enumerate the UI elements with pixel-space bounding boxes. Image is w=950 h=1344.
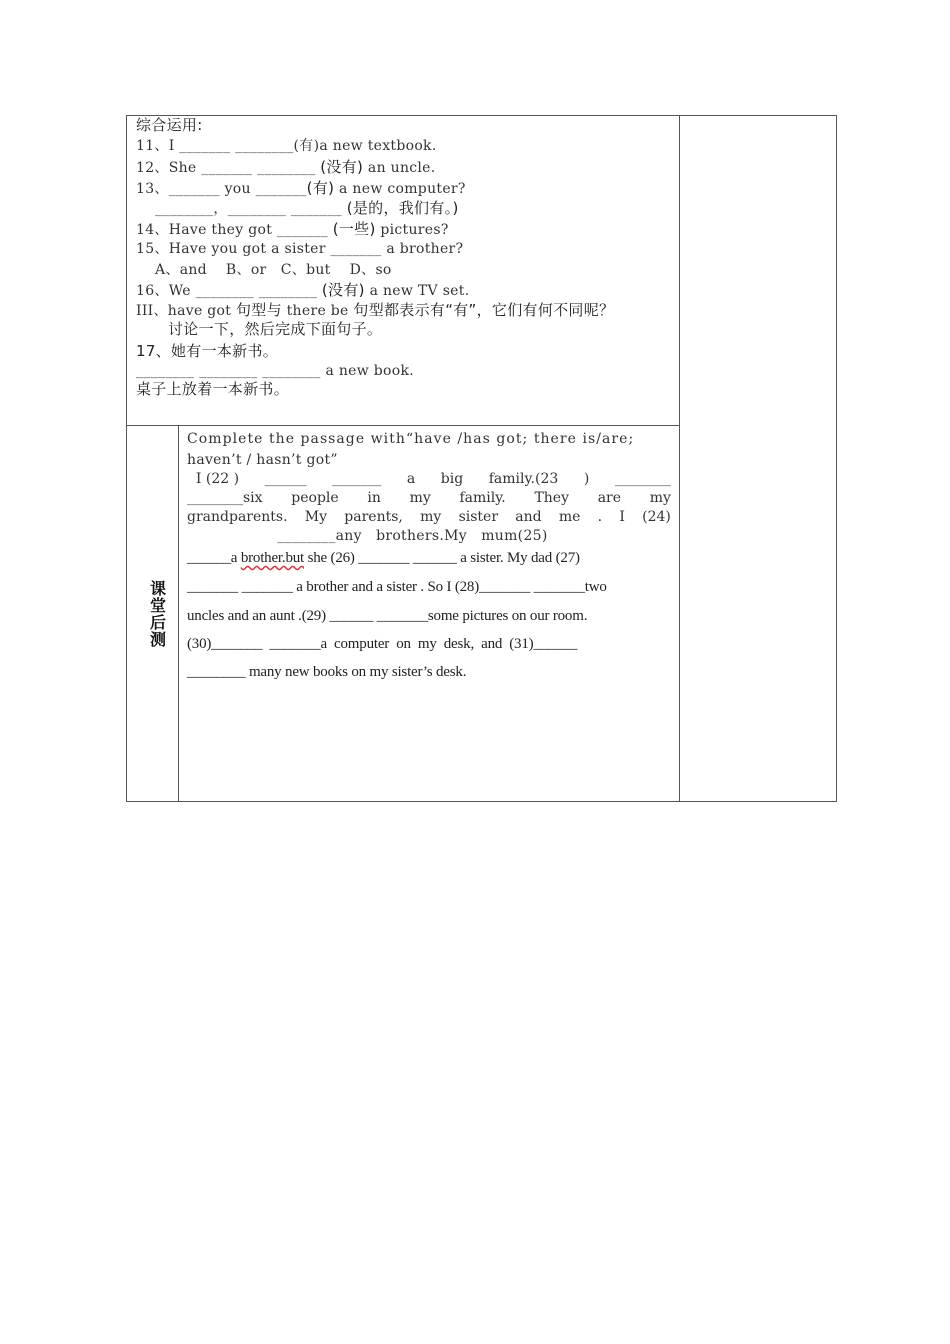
passage-line-7 bbox=[187, 549, 580, 567]
question-18: 桌子上放着一本新书。 bbox=[136, 380, 290, 398]
passage-word: I (22 ) bbox=[187, 471, 240, 487]
question-16 bbox=[136, 281, 469, 300]
passage-word: my bbox=[649, 490, 671, 506]
passage-word: and bbox=[515, 509, 542, 525]
side-label-char: 课 bbox=[149, 579, 166, 598]
passage-line-5 bbox=[187, 508, 671, 526]
passage-word: people bbox=[291, 490, 339, 506]
question-13-text: 13、_______ you _______ bbox=[136, 181, 307, 197]
question-17-answer: ________ ________ ________ a new book. bbox=[136, 363, 415, 379]
passage-instruction-2: haven’t / hasn’t got” bbox=[187, 452, 338, 468]
section-3-en: there be bbox=[281, 303, 354, 319]
passage-word: parents, bbox=[344, 509, 403, 525]
passage-line-11: ________ many new books on my sister’s desk. bbox=[187, 664, 467, 680]
question-16-text: 16、We ________ ________ bbox=[136, 283, 322, 299]
passage-text: she (26) _______ ______ a sister. My dad (27) bbox=[304, 550, 580, 566]
table-divider-right bbox=[679, 115, 680, 802]
side-label bbox=[148, 580, 168, 648]
passage-word: me bbox=[558, 509, 581, 525]
passage-line-3 bbox=[187, 470, 671, 488]
passage-word: my bbox=[420, 509, 442, 525]
question-14 bbox=[136, 220, 449, 239]
section-3-cn-1: 句型与 bbox=[235, 301, 282, 319]
passage-word: ) bbox=[583, 471, 590, 487]
passage-word: _______ bbox=[332, 471, 382, 487]
passage-word: (24) bbox=[642, 509, 671, 525]
question-15-options: A、and B、or C、but D、so bbox=[136, 262, 392, 278]
question-16-hint: (没有) bbox=[321, 281, 365, 299]
passage-line-6: ________any brothers.My mum(25) bbox=[187, 528, 548, 544]
passage-word: family.(23 bbox=[488, 471, 559, 487]
section-heading: 综合运用: bbox=[136, 116, 203, 134]
question-11: 11、I _______ ________(有)a new textbook. bbox=[136, 138, 437, 154]
table-divider-left bbox=[178, 425, 179, 802]
question-16-end: a new TV set. bbox=[364, 283, 470, 299]
passage-word: They bbox=[534, 490, 569, 506]
question-13-hint: (有) bbox=[306, 179, 335, 197]
section-3-label: III、have got bbox=[136, 303, 236, 319]
question-14-text: 14、Have they got _______ bbox=[136, 222, 333, 238]
passage-word: ________ bbox=[614, 471, 671, 487]
passage-line-9: uncles and an aunt .(29) ______ _______some pictures on our room. bbox=[187, 608, 588, 624]
passage-word: ______ bbox=[264, 471, 307, 487]
side-label-char: 后 bbox=[149, 613, 166, 632]
passage-text: ______a bbox=[187, 550, 241, 566]
passage-word: ________six bbox=[187, 490, 263, 506]
passage-instruction: Complete the passage with“have /has got; there is/are; bbox=[187, 431, 635, 447]
side-label-char: 测 bbox=[149, 630, 166, 649]
passage-word: grandparents. bbox=[187, 509, 288, 525]
passage-word: . bbox=[597, 509, 603, 525]
question-13-end: a new computer? bbox=[334, 181, 466, 197]
passage-word: big bbox=[440, 471, 464, 487]
passage-line-4 bbox=[187, 489, 671, 507]
question-13-answer bbox=[136, 199, 459, 218]
passage-word: family. bbox=[459, 490, 506, 506]
table-row-divider bbox=[126, 425, 680, 426]
question-15: 15、Have you got a sister _______ a brother? bbox=[136, 241, 464, 257]
side-label-char: 堂 bbox=[149, 596, 166, 615]
question-14-end: pictures? bbox=[375, 222, 449, 238]
passage-line-10: (30)_______ _______a computer on my desk, and (31)______ bbox=[187, 636, 578, 652]
question-17: 17、她有一本新书。 bbox=[136, 342, 279, 360]
passage-word: a bbox=[406, 471, 416, 487]
section-3-cn-2: 句型都表示有“有”，它们有何不同呢？ bbox=[353, 301, 615, 319]
section-3-instruction bbox=[136, 301, 614, 320]
question-13 bbox=[136, 179, 466, 198]
question-12-end: an uncle. bbox=[363, 160, 436, 176]
passage-word: in bbox=[367, 490, 381, 506]
question-14-hint: (一些) bbox=[332, 220, 376, 238]
passage-line-8: _______ _______ a brother and a sister . So I (28)_______ _______two bbox=[187, 579, 607, 595]
passage-word: sister bbox=[458, 509, 499, 525]
section-3-instruction-2: 讨论一下，然后完成下面句子。 bbox=[168, 320, 383, 338]
passage-word: my bbox=[409, 490, 431, 506]
spellcheck-marked-word: brother.but bbox=[240, 550, 305, 566]
question-12-text: 12、She _______ ________ bbox=[136, 160, 321, 176]
question-12 bbox=[136, 158, 436, 177]
question-13-answer-blanks: ________，________ _______ bbox=[136, 201, 347, 217]
passage-word: My bbox=[304, 509, 328, 525]
question-13-answer-hint: (是的，我们有。) bbox=[346, 199, 459, 217]
question-12-hint: (没有) bbox=[320, 158, 364, 176]
passage-word: I bbox=[619, 509, 625, 525]
passage-word: are bbox=[597, 490, 622, 506]
